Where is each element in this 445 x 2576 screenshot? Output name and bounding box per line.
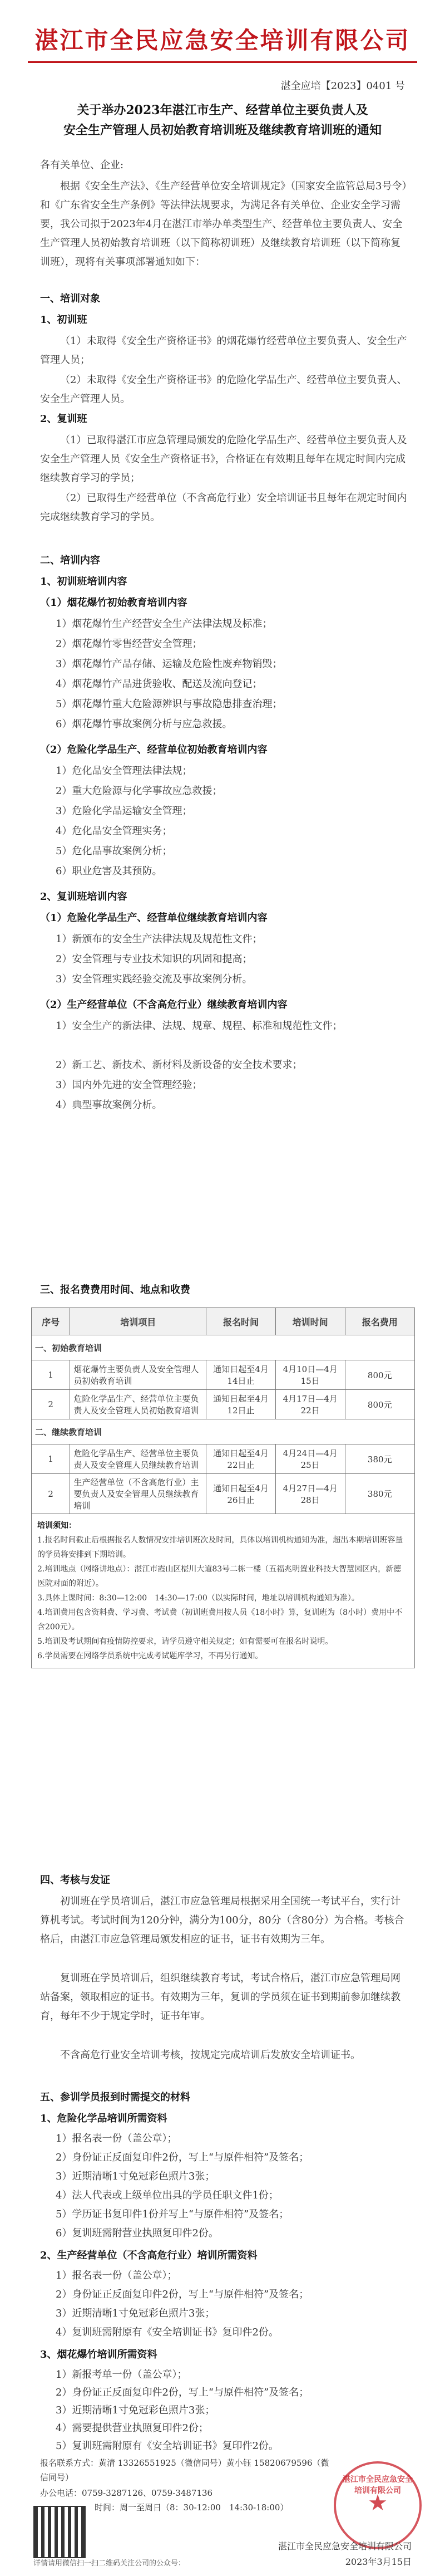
material-item: 2）身份证正反面复印件2份，写上“与原件相符”及签名； [56,2289,309,2300]
content-item: 1）安全生产的新法律、法规、规章、规程、标准和规范性文件； [56,1020,343,1032]
cell-fee: 800元 [345,1390,415,1419]
cell-item: 危险化学品生产、经营单位主要负责人及安全管理人员初始教育培训 [70,1390,206,1419]
content-item: 3）烟花爆竹产品存储、运输及危险性废弃物销毁； [56,658,283,670]
col-header: 培训时间 [275,1308,345,1335]
subheading-fireworks-content: （1）烟花爆竹初始教育培训内容 [40,597,187,609]
subheading-hazchem-materials: 1、危险化学品培训所需资料 [40,2113,167,2124]
seal-text: 湛江市全民应急安全培训有限公司 [343,2475,413,2495]
content-item: 2）新工艺、新技术、新材料及新设备的安全技术要求； [56,1059,303,1071]
material-item: 5）复训班需附原有《安全培训证书》复印件2份。 [56,2440,279,2452]
note-item: 6.学员需要在网络学员系统中完成考试题库学习，不再另行通知。 [37,1652,263,1661]
cell-train: 4月24日—4月25日 [275,1444,345,1474]
note-item: 2.培训地点（网络讲地点）：湛江市霞山区椹川大道83号二栋一楼（五福兆明置业科技大智慧园区内，新德医院对面的附近）。 [37,1565,402,1588]
cell-no: 2 [32,1390,70,1419]
section-heading-training-content: 二、培训内容 [40,555,100,566]
material-item: 6）复训班需附营业执照复印件2份。 [56,2227,219,2239]
section-heading-exam: 四、考核与发证 [40,1874,110,1886]
subheading-initial-class: 1、初训班 [40,314,87,326]
signature-org: 湛江市全民应急安全培训有限公司 [278,2541,412,2551]
section-heading-fees: 三、报名费费用时间、地点和收费 [40,1284,190,1296]
exam-paragraph: 初训班在学员培训后，湛江市应急管理局根据采用全国统一考试平台，实行计算机考试。考试时间为120分钟，满分为100分，80分（含80分）为合格。考核合格后，由湛江市应急管理局颁发相应的证书，证书有效期为三年。 [40,1896,404,1945]
content-item: 6）烟花爆竹事故案例分析与应急救援。 [56,718,233,730]
target-item: （2）已取得生产经营单位（不含高危行业）安全培训证书且每年在规定时间内完成继续教育学习的学员。 [40,492,407,523]
content-item: 4）危化品安全管理实务； [56,825,172,837]
subheading-hazchem-refresher: （1）危险化学品生产、经营单位继续教育培训内容 [40,912,268,924]
intro-paragraph: 根据《安全生产法》、《生产经营单位安全培训规定》（国家安全监管总局3号令）和《广东省安全生产条例》等法律法规要求，为满足各有关单位、企业安全学习需要，我公司拟于2023年4月在湛江市举办单类型生产、经营单位主要负责人、安全生产管理人员初始教育培训班（以下简称初训班）及继续教育培训班（以下简称复训班），现将有关事项部署通知如下： [40,180,407,268]
subheading-hazchem-content: （2）危险化学品生产、经营单位初始教育培训内容 [40,744,268,756]
cell-reg: 通知日起至4月22日止 [206,1444,276,1474]
qr-hint: 详情请用微信扫一扫二维码关注公司的公众号： [33,2559,186,2568]
material-item: 1）报名表一份（盖公章）； [56,2133,177,2144]
fee-table-header [32,1308,415,1335]
document-number: 湛全应培【2023】0401 号 [280,80,405,92]
note-item: 5.培训及考试期间有疫情防控要求，请学员遵守相关规定；如有需要可在报名时说明。 [37,1637,333,1646]
content-item: 3）安全管理实践经验交流及事故案例分析。 [56,973,253,985]
salutation: 各有关单位、企业: [40,159,124,171]
fee-table [31,1307,415,1668]
material-item: 4）法人代表或上级单位出具的学员任职文件1份； [56,2190,279,2201]
subheading-refresher-content: 2、复训班培训内容 [40,891,127,903]
content-item: 3）国内外先进的安全管理经验； [56,1079,202,1091]
material-item: 2）身份证正反面复印件2份，写上“与原件相符”及签名； [56,2387,309,2398]
material-item: 5）学历证书复印件1份并写上“与原件相符”及签名； [56,2208,289,2220]
col-header: 报名时间 [206,1308,276,1335]
cell-train: 4月17日—4月22日 [275,1390,345,1419]
section-heading-training-targets: 一、培训对象 [40,293,100,305]
content-item: 4）典型事故案例分析。 [56,1099,162,1111]
cell-no: 2 [32,1474,70,1514]
note-item: 1.报名时间截止后根据报名人数情况安排培训班次及时间，具体以培训机构通知为准，超出本期培训班容量的学员将安排到下期培训。 [37,1536,403,1559]
notes-row [32,1514,415,1668]
header-divider [28,61,417,63]
cell-train: 4月27日—4月28日 [275,1474,345,1514]
cell-item: 烟花爆竹主要负责人及安全管理人员初始教育培训 [70,1360,206,1390]
contact-hours: 时间：周一至周日（8：30-12:00 14:30-18:00） [95,2502,289,2513]
target-item: （1）未取得《安全生产资格证书》的烟花爆竹经营单位主要负责人、安全生产管理人员； [40,335,407,366]
subheading-general-materials: 2、生产经营单位（不含高危行业）培训所需资料 [40,2250,258,2261]
material-item: 1）报名表一份（盖公章）； [56,2270,177,2281]
material-item: 3）近期清晰1寸免冠彩色照片3张； [56,2404,215,2416]
subheading-refresher-class: 2、复训班 [40,413,87,425]
org-name-header: 湛江市全民应急安全培训有限公司 [34,27,411,54]
signature-date: 2023年3月15日 [345,2557,412,2567]
table-row [32,1390,415,1419]
col-header: 培训项目 [70,1308,206,1335]
notice-title-line1: 关于举办2023年湛江市生产、经营单位主要负责人及 [77,103,368,117]
cell-reg: 通知日起至4月14日止 [206,1360,276,1390]
content-item: 3）危险化学品运输安全管理； [56,805,192,817]
material-item: 3）近期清晰1寸免冠彩色照片3张； [56,2308,215,2319]
material-item: 3）近期清晰1寸免冠彩色照片3张； [56,2171,215,2182]
content-item: 4）烟花爆竹产品进货验收、配送及流向登记； [56,678,263,690]
note-item: 3.具体上课时间：8:30—12:00 14:30—17:00（以实际时间，地址以培训机构通知为准）。 [37,1594,359,1603]
material-item: 2）身份证正反面复印件2份，写上“与原件相符”及签名； [56,2152,309,2163]
content-item: 5）危化品事故案例分析； [56,845,172,857]
subheading-fireworks-materials: 3、烟花爆竹培训所需资料 [40,2349,157,2360]
cell-fee: 380元 [345,1474,415,1514]
notice-title-line2: 安全生产管理人员初始教育培训班及继续教育培训班的通知 [63,123,382,138]
content-item: 6）职业危害及其预防。 [56,865,162,877]
contact-office: 办公电话：0759-3287126、0759-3487136 [40,2488,213,2498]
cell-reg: 通知日起至4月12日止 [206,1390,276,1419]
cell-fee: 800元 [345,1360,415,1390]
cell-no: 1 [32,1444,70,1474]
material-item: 4）复训班需附原有《安全培训证书》复印件2份。 [56,2327,279,2338]
official-seal [334,2461,422,2549]
cell-item: 危险化学品生产、经营单位主要负责人及安全管理人员继续教育培训 [70,1444,206,1474]
col-header: 报名费用 [345,1308,415,1335]
exam-paragraph: 不含高危行业安全培训考核，按规定完成培训后发放安全培训证书。 [60,2049,360,2061]
material-item: 1）新报考单一份（盖公章）； [56,2369,187,2381]
cell-train: 4月10日—4月15日 [275,1360,345,1390]
cell-reg: 通知日起至4月26日止 [206,1474,276,1514]
cell-no: 1 [32,1360,70,1390]
content-item: 2）安全管理与专业技术知识的巩固和提高； [56,953,253,965]
qr-code[interactable] [33,2506,86,2558]
cell-fee: 380元 [345,1444,415,1474]
table-group-row [32,1419,415,1444]
content-item: 1）烟花爆竹生产经营安全生产法律法规及标准； [56,618,273,630]
subheading-initial-content: 1、初训班培训内容 [40,576,127,587]
table-group-row [32,1335,415,1360]
target-item: （2）未取得《安全生产资格证书》的危险化学品生产、经营单位主要负责人、安全生产管理人员。 [40,374,407,405]
exam-paragraph: 复训班在学员培训后，组织继续教育考试，考试合格后，湛江市应急管理局网站备案，领取相应的证书。有效期为三年，复训的学员须在证书到期前参加继续教育，每年不少于规定学时，证书年审。 [40,1972,400,2022]
training-notes [32,1514,415,1668]
content-item: 2）重大危险源与化学事故应急救援； [56,785,222,797]
target-item: （1）已取得湛江市应急管理局颁发的危险化学品生产、经营单位主要负责人及安全生产管理人员《安全生产资格证书》，合格证在有效期且每年在规定时间内完成继续教育学习的学员； [40,434,407,484]
note-item: 4.培训费用包含资料费、学习费、考试费（初训班费用按人员《18小时》算，复训班为（8小时）费用中不含200元）。 [37,1608,403,1632]
content-item: 2）烟花爆竹零售经营安全管理； [56,638,202,650]
table-row [32,1360,415,1390]
content-item: 1）危化品安全管理法律法规； [56,765,192,777]
content-item: 1）新颁布的安全生产法律法规及规范性文件； [56,933,263,945]
subheading-general-refresher: （2）生产经营单位（不含高危行业）继续教育培训内容 [40,999,288,1011]
content-item: 5）烟花爆竹重大危险源辨识与事故隐患排查治理； [56,698,283,710]
notes-title: 培训须知： [37,1521,76,1530]
col-header: 序号 [32,1308,70,1335]
material-item: 4）需要提供营业执照复印件2份； [56,2422,209,2434]
seal-star-icon: ★ [368,2490,388,2516]
section-heading-materials: 五、参训学员报到时需提交的材料 [40,2092,190,2103]
contact-phones: 报名联系方式：黄清 13326551925（微信同号）黄小钰 15820679596（微信同号） [40,2458,329,2482]
cell-item: 生产经营单位（不含高危行业）主要负责人及安全管理人员继续教育培训 [70,1474,206,1514]
group-label: 二、继续教育培训 [32,1419,415,1444]
table-row [32,1444,415,1474]
group-label: 一、初始教育培训 [32,1335,415,1360]
table-row [32,1474,415,1514]
